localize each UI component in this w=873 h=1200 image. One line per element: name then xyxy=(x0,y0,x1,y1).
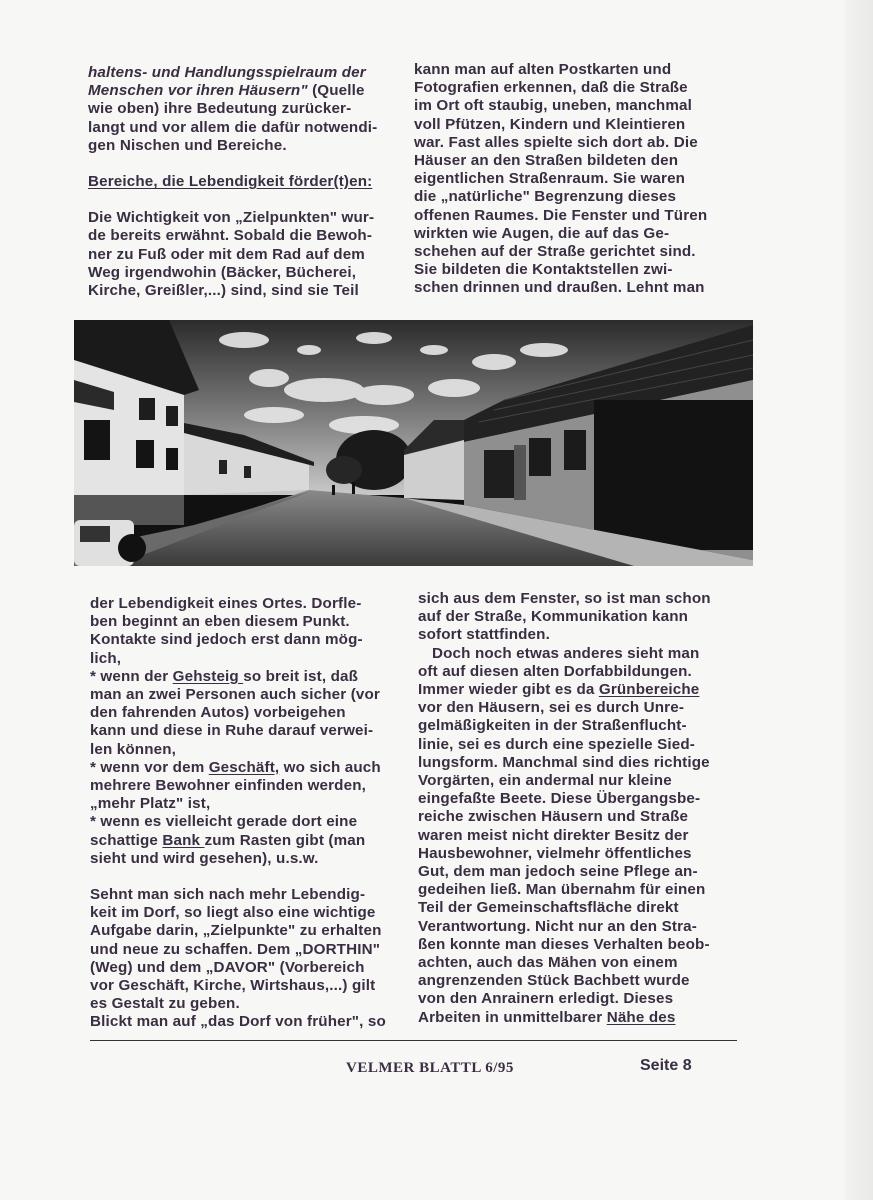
text-line: mehrere Bewohner einfinden werden, xyxy=(90,777,367,795)
text-line: Fotografien erkennen, daß die Straße xyxy=(414,79,688,97)
text-line: voll Pfützen, Kindern und Kleintieren xyxy=(414,115,686,133)
quote-tail: (Quelle xyxy=(307,82,365,100)
bullet-text: so breit ist, daß xyxy=(243,667,359,685)
footer-divider xyxy=(90,1040,737,1041)
page-edge xyxy=(845,0,873,1200)
column-top-left xyxy=(88,64,400,300)
text-line: langt und vor allem die dafür notwendi- xyxy=(88,118,378,136)
text-line: ßen konnte man dieses Verhalten beob- xyxy=(418,935,710,953)
bullet-text: wo sich auch xyxy=(279,758,381,776)
village-street-photo xyxy=(74,320,753,566)
text-line: linie, sei es durch eine spezielle Sied- xyxy=(418,735,695,753)
text-line: reiche zwischen Häusern und Straße xyxy=(418,808,689,826)
text-line: Häuser an den Straßen bildeten den xyxy=(414,152,679,170)
text-line: lungsform. Manchmal sind dies richtige xyxy=(418,753,710,771)
text-line: Kirche, Greißler,...) sind, sind sie Teil xyxy=(88,282,359,300)
street-scene-illustration xyxy=(74,320,753,566)
text-line: Aufgabe darin, „Zielpunkte" zu erhalten xyxy=(90,922,382,940)
text-line: Hausbewohner, vielmehr öffentliches xyxy=(418,844,692,862)
page-number: Seite 8 xyxy=(640,1057,692,1074)
text-line: schehen auf der Straße gerichtet sind. xyxy=(414,243,696,261)
text-line: schen drinnen und draußen. Lehnt man xyxy=(414,279,705,297)
text-line: sich aus dem Fenster, so ist man schon xyxy=(418,590,711,607)
text-line: Kontakte sind jedoch erst dann mög- xyxy=(90,631,363,649)
section-heading: Bereiche, die Lebendigkeit förder(t)en: xyxy=(88,173,373,191)
text-line: kann und diese in Ruhe darauf verwei- xyxy=(90,722,374,740)
text-line: und neue zu schaffen. Dem „DORTHIN" xyxy=(90,940,381,958)
text-line: Weg irgendwohin (Bäcker, Bücherei, xyxy=(88,263,357,281)
text-line: gelmäßigkeiten in der Straßenflucht- xyxy=(418,717,687,735)
text-line: gedeihen ließ. Man übernahm für einen xyxy=(418,881,706,899)
bullet-text: schattige xyxy=(90,831,163,849)
text-line: keit im Dorf, so liegt also eine wichtige xyxy=(90,904,376,922)
text-line: wirkten wie Augen, die auf das Ge- xyxy=(414,224,670,242)
text-line: Doch noch etwas anderes sieht man xyxy=(432,644,700,662)
text-line: wie oben) ihre Bedeutung zurücker- xyxy=(88,100,352,118)
bullet-line xyxy=(90,759,408,777)
text-line: den fahrenden Autos) vorbeigehen xyxy=(90,704,346,722)
text-line: der Lebendigkeit eines Ortes. Dorfle- xyxy=(90,595,362,612)
underlined-term: Nähe des xyxy=(606,1008,676,1026)
text-line: vor den Häusern, sei es durch Unre- xyxy=(418,699,685,717)
column-bottom-left xyxy=(90,595,408,1032)
text-line: im Ort oft staubig, uneben, manchmal xyxy=(414,97,692,115)
bullet-text: * wenn vor dem xyxy=(90,758,209,776)
text-line: oft auf diesen alten Dorfabbildungen. xyxy=(418,662,692,680)
text-line: offenen Raumes. Die Fenster und Türen xyxy=(414,206,708,224)
underlined-term: Grünbereiche xyxy=(598,681,700,699)
text-line: angrenzenden Stück Bachbett wurde xyxy=(418,972,690,990)
body-text: Arbeiten in unmittelbarer xyxy=(418,1008,607,1026)
text-line: sieht und wird gesehen), u.s.w. xyxy=(90,849,319,867)
text-line: war. Fast alles spielte sich dort ab. Die xyxy=(414,133,698,151)
bullet-line xyxy=(90,668,408,686)
text-line: auf der Straße, Kommunikation kann xyxy=(418,608,689,626)
text-line: Sie bildeten die Kontaktstellen zwi- xyxy=(414,261,673,279)
text-line: eingefaßte Beete. Diese Übergangsbe- xyxy=(418,790,701,808)
publication-title: VELMER BLATTL 6/95 xyxy=(346,1060,514,1076)
bullet-line: * wenn es vielleicht gerade dort eine xyxy=(90,813,358,831)
text-line: Verantwortung. Nicht nur an den Stra- xyxy=(418,917,697,935)
text-line: lich, xyxy=(90,649,122,667)
italic-text: Menschen vor ihren Häusern" xyxy=(88,82,308,100)
text-line xyxy=(90,832,408,850)
text-line: es Gestalt zu geben. xyxy=(90,995,240,1013)
text-line: die „natürliche" Begrenzung dieses xyxy=(414,188,677,206)
text-line xyxy=(418,1009,738,1027)
text-line: kann man auf alten Postkarten und xyxy=(414,61,672,78)
text-line: „mehr Platz" ist, xyxy=(90,795,211,813)
text-line: (Weg) und dem „DAVOR" (Vorbereich xyxy=(90,958,365,976)
text-line: ner zu Fuß oder mit dem Rad auf dem xyxy=(88,245,365,263)
text-line: Sehnt man sich nach mehr Lebendig- xyxy=(90,886,366,904)
text-line: Blickt man auf „das Dorf von früher", so xyxy=(90,1013,386,1031)
text-line: Gut, dem man jedoch seine Pflege an- xyxy=(418,863,698,881)
underlined-term: Gehsteig xyxy=(172,667,244,685)
text-line: vor Geschäft, Kirche, Wirtshaus,...) gilt xyxy=(90,977,376,995)
text-line: len können, xyxy=(90,740,177,758)
text-line: haltens- und Handlungsspielraum der xyxy=(88,64,366,81)
bullet-text: zum Rasten gibt (man xyxy=(204,831,366,849)
text-line: gen Nischen und Bereiche. xyxy=(88,136,287,154)
column-bottom-right xyxy=(418,590,738,1027)
underlined-term: Bank xyxy=(162,831,205,849)
text-line: de bereits erwähnt. Sobald die Bewoh- xyxy=(88,227,373,245)
text-line: eigentlichen Straßenraum. Sie waren xyxy=(414,170,686,188)
text-line: Vorgärten, ein andermal nur kleine xyxy=(418,772,672,790)
text-line xyxy=(418,681,738,699)
text-line: von den Anrainern erledigt. Dieses xyxy=(418,990,674,1008)
text-line: achten, auch das Mähen von einem xyxy=(418,954,678,972)
text-line: waren meist nicht direkter Besitz der xyxy=(418,826,689,844)
bullet-text: * wenn der xyxy=(90,667,173,685)
body-text: Immer wieder gibt es da xyxy=(418,681,599,699)
underlined-term: Geschäft, xyxy=(208,758,280,776)
text-line: Teil der Gemeinschaftsfläche direkt xyxy=(418,899,679,917)
text-line: ben beginnt an eben diesem Punkt. xyxy=(90,613,350,631)
column-top-right xyxy=(414,61,734,298)
text-line: man an zwei Personen auch sicher (vor xyxy=(90,686,380,704)
text-line: sofort stattfinden. xyxy=(418,626,550,644)
text-line: Die Wichtigkeit von „Zielpunkten" wur- xyxy=(88,209,375,227)
text-line xyxy=(88,82,400,100)
